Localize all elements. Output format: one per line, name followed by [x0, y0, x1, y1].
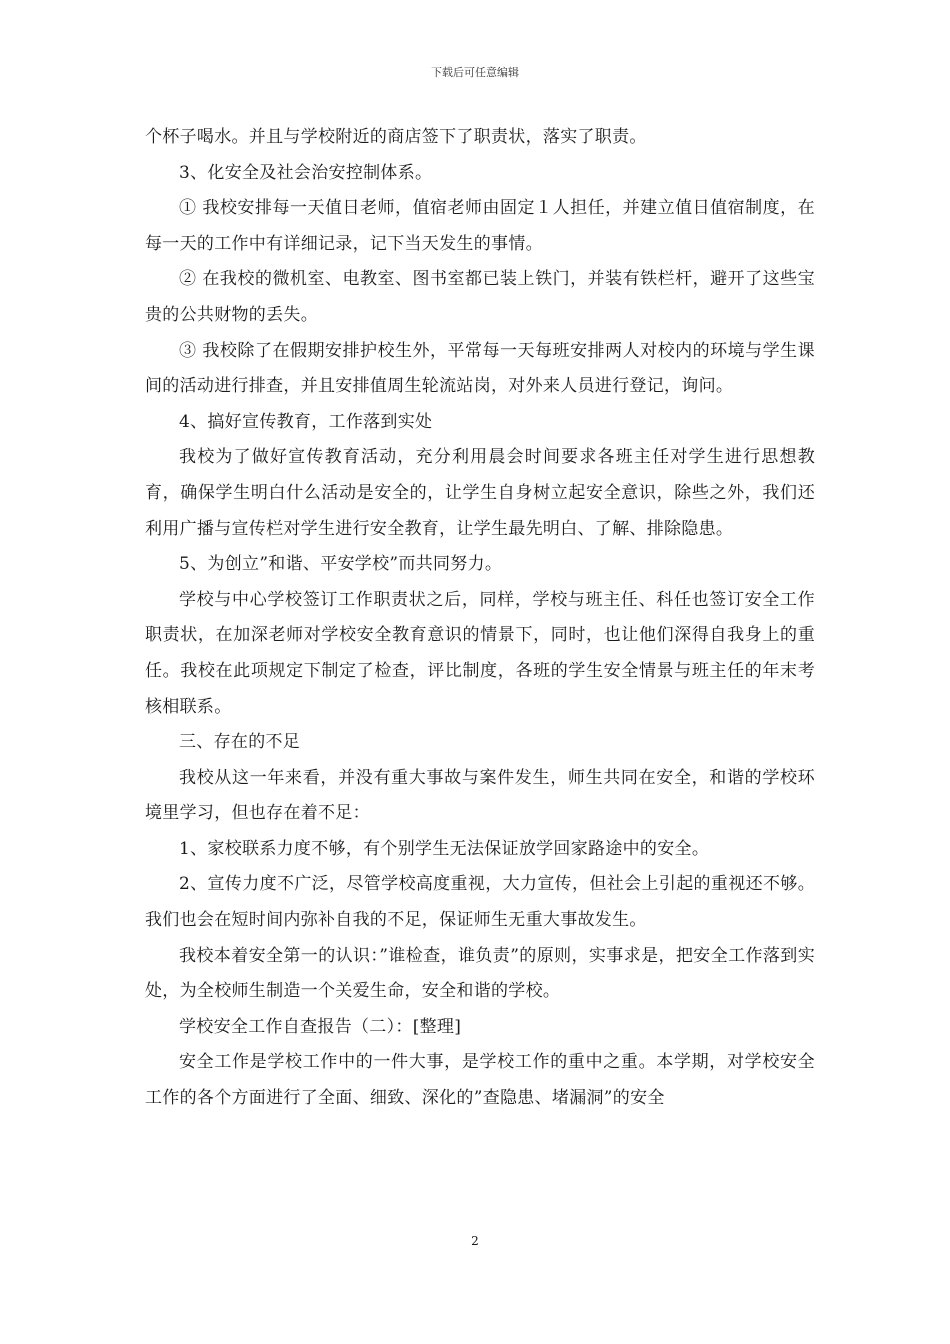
paragraph: 我校从这一年来看，并没有重大事故与案件发生，师生共同在安全，和谐的学校环境里学习，但也存在着不足：	[145, 767, 815, 824]
document-body	[145, 120, 815, 1117]
paragraph: ② 在我校的微机室、电教室、图书室都已装上铁门，并装有铁栏杆，避开了这些宝贵的公共财物的丢失。	[145, 269, 815, 325]
paragraph: 安全工作是学校工作中的一件大事，是学校工作的重中之重。本学期，对学校安全工作的各个方面进行了全面、细致、深化的”查隐患、堵漏洞”的安全	[145, 1052, 815, 1109]
section-heading: 4、搞好宣传教育，工作落到实处	[179, 411, 433, 432]
paragraph: 2、宣传力度不广泛，尽管学校高度重视，大力宣传，但社会上引起的重视还不够。我们也会在短时间内弥补自我的不足，保证师生无重大事故发生。	[145, 874, 815, 931]
paragraph: 1、家校联系力度不够，有个别学生无法保证放学回家路途中的安全。	[179, 838, 710, 859]
page-header: 下载后可任意编辑	[431, 66, 519, 79]
paragraph: 个杯子喝水。并且与学校附近的商店签下了职责状，落实了职责。	[145, 127, 647, 147]
paragraph: ① 我校安排每一天值日老师，值宿老师由固定１人担任，并建立值日值宿制度，在每一天的工作中有详细记录，记下当天发生的事情。	[145, 198, 815, 254]
section-heading: 3、化安全及社会治安控制体系。	[179, 162, 433, 183]
section-heading: 学校安全工作自查报告（二）：[整理]	[179, 1016, 462, 1037]
paragraph: 我校为了做好宣传教育活动，充分利用晨会时间要求各班主任对学生进行思想教育，确保学生明白什么活动是安全的，让学生自身树立起安全意识，除些之外，我们还利用广播与宣传栏对学生进行安全教育，让学生最先明白、了解、排除隐患。	[145, 447, 815, 539]
paragraph: ③ 我校除了在假期安排护校生外，平常每一天每班安排两人对校内的环境与学生课间的活动进行排查，并且安排值周生轮流站岗，对外来人员进行登记，询问。	[145, 340, 815, 397]
section-heading: 三、存在的不足	[179, 732, 301, 753]
page-number: 2	[471, 1234, 479, 1248]
paragraph: 我校本着安全第一的认识：”谁检查，谁负责”的原则，实事求是，把安全工作落到实处，为全校师生制造一个关爱生命，安全和谐的学校。	[145, 945, 815, 1002]
paragraph: 学校与中心学校签订工作职责状之后，同样，学校与班主任、科任也签订安全工作职责状，在加深老师对学校安全教育意识的情景下，同时，也让他们深得自我身上的重任。我校在此项规定下制定了检查，评比制度，各班的学生安全情景与班主任的年末考核相联系。	[145, 589, 815, 717]
section-heading: 5、为创立”和谐、平安学校”而共同努力。	[179, 554, 503, 575]
